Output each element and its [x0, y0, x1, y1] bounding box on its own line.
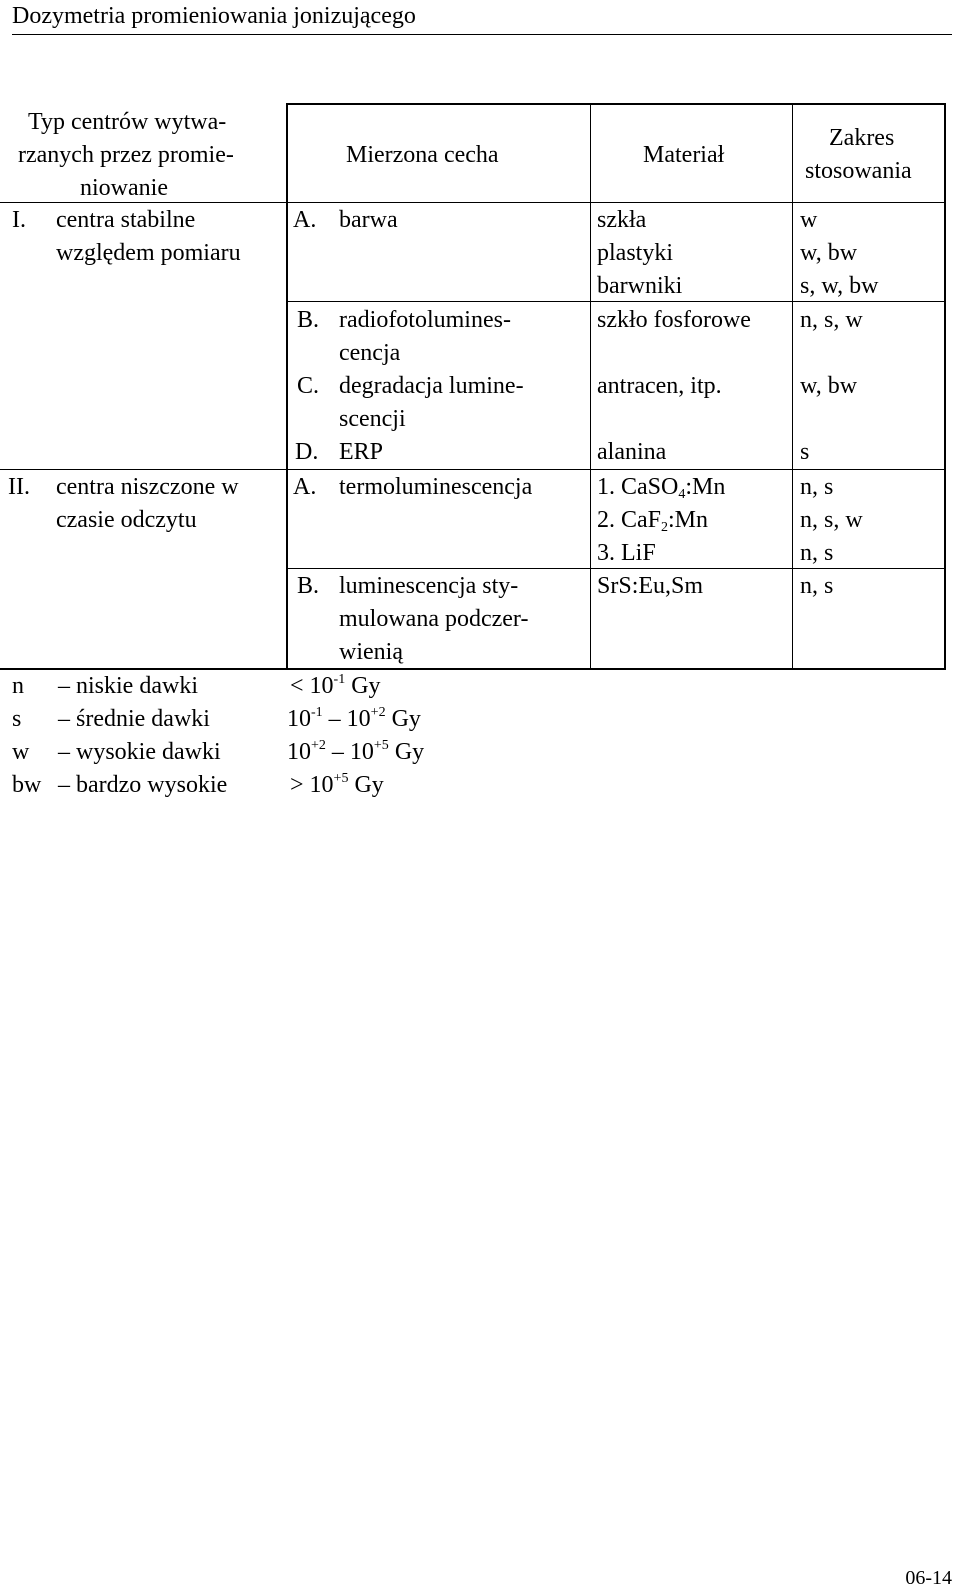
- row-ia-range-1: w: [800, 207, 818, 233]
- legend-desc: wysokie dawki: [76, 739, 221, 765]
- legend-range-mid: – 10: [322, 706, 371, 732]
- legend-range-mid: – 10: [325, 739, 374, 765]
- legend-row-s: [12, 703, 421, 736]
- row-ib-cecha-1: radiofotolumines-: [339, 307, 511, 333]
- col-divider-1: [286, 103, 288, 670]
- legend-abbr: n: [12, 673, 24, 699]
- legend-range-pre: < 10: [290, 673, 334, 699]
- legend-range-exp1: -1: [333, 672, 346, 687]
- row-id-material: alanina: [597, 439, 667, 465]
- caso4-formula: [621, 474, 725, 500]
- legend-range: [287, 703, 421, 736]
- row-ib-material: szkło fosforowe: [597, 307, 751, 333]
- caso4-dopant: :Mn: [685, 474, 726, 500]
- legend-dash: –: [58, 673, 70, 699]
- row-ic-cecha-2: scencji: [339, 406, 406, 432]
- row-ia-range-3: s, w, bw: [800, 273, 879, 299]
- running-header: [12, 0, 952, 35]
- legend-range-unit: Gy: [388, 739, 425, 765]
- page-number: 06-14: [905, 1567, 952, 1589]
- table-top-border: [286, 103, 945, 105]
- row-iia-material-2-num: 2.: [597, 507, 615, 533]
- caf2-subscript: 2: [661, 520, 669, 535]
- caf2-dopant: :Mn: [668, 507, 709, 533]
- row-ic-mark: C.: [297, 373, 320, 399]
- header-zakres-2: stosowania: [805, 158, 912, 184]
- header-zakres-1: Zakres: [829, 125, 895, 151]
- group2-name-1: centra niszczone w: [56, 474, 239, 500]
- row-ib-mark: B.: [297, 307, 320, 333]
- row-iia-material-3: [597, 537, 656, 570]
- row-ia-material-1: szkła: [597, 207, 647, 233]
- row-iib-mark: B.: [297, 573, 320, 599]
- row-ic-range: w, bw: [800, 373, 858, 399]
- lif-formula: LiF: [621, 540, 656, 566]
- row-id-range: s: [800, 439, 810, 465]
- row-iia-range-3: n, s: [800, 540, 834, 566]
- row-ib-cecha-2: cencja: [339, 340, 401, 366]
- legend-abbr: s: [12, 706, 22, 732]
- legend-desc: niskie dawki: [76, 673, 198, 699]
- row-iib-range: n, s: [800, 573, 834, 599]
- legend-range-pre: 10: [287, 739, 311, 765]
- legend-desc: bardzo wysokie: [76, 772, 228, 798]
- row-iib-cecha-3: wienią: [339, 639, 403, 665]
- row-ia-range-2: w, bw: [800, 240, 858, 266]
- row-iia-range-2: n, s, w: [800, 507, 863, 533]
- legend-row-bw: [12, 769, 384, 802]
- legend-abbr: w: [12, 739, 30, 765]
- row-iia-material-1: [597, 471, 725, 504]
- header-typ-2: rzanych przez promie-: [18, 142, 234, 168]
- legend-range: [290, 769, 384, 802]
- header-typ-3: niowanie: [80, 175, 168, 201]
- row-ia-mark: A.: [293, 207, 317, 233]
- legend-range-exp2: +2: [370, 705, 386, 720]
- legend-range: [287, 736, 424, 769]
- row-id-cecha: ERP: [339, 439, 384, 465]
- legend-range-unit: Gy: [345, 673, 381, 699]
- legend-dash: –: [58, 772, 70, 798]
- row-iib-cecha-1: luminescencja sty-: [339, 573, 519, 599]
- row-iia-mark: A.: [293, 474, 317, 500]
- row-iia-range-1: n, s: [800, 474, 834, 500]
- row-iia-material-1-num: 1.: [597, 474, 615, 500]
- row-ia-cecha: barwa: [339, 207, 398, 233]
- legend-abbr: bw: [12, 772, 42, 798]
- group1-name-1: centra stabilne: [56, 207, 196, 233]
- row-iia-material-2: [597, 504, 708, 537]
- row-id-mark: D.: [295, 439, 319, 465]
- legend-dash: –: [58, 739, 70, 765]
- header-cecha: Mierzona cecha: [346, 142, 499, 168]
- legend-desc: średnie dawki: [76, 706, 210, 732]
- legend-dash: –: [58, 706, 70, 732]
- row-iia-material-3-num: 3.: [597, 540, 615, 566]
- group2-number: II.: [8, 474, 30, 500]
- legend-row-n: [12, 670, 381, 703]
- running-title: Dozymetria promieniowania jonizującego: [12, 3, 416, 29]
- right-border: [944, 103, 946, 670]
- legend-range-unit: Gy: [348, 772, 384, 798]
- legend-range-exp2: +5: [373, 738, 389, 753]
- legend-range: [290, 670, 381, 703]
- legend-row-w: [12, 736, 425, 769]
- caso4-subscript: 4: [678, 487, 686, 502]
- header-typ-1: Typ centrów wytwa-: [28, 109, 227, 135]
- row-ia-material-3: barwniki: [597, 273, 683, 299]
- legend-range-exp1: +2: [311, 738, 326, 753]
- col-divider-2: [590, 103, 591, 670]
- row-ib-range: n, s, w: [800, 307, 863, 333]
- caf2-formula: [621, 507, 708, 533]
- header-material: Materiał: [643, 142, 725, 168]
- legend-range-pre: 10: [287, 706, 311, 732]
- caf2-base: CaF: [621, 507, 662, 533]
- group1-number: I.: [12, 207, 26, 233]
- group1-name-2: względem pomiaru: [56, 240, 241, 266]
- legend-range-pre: > 10: [290, 772, 334, 798]
- caso4-base: CaSO: [621, 474, 679, 500]
- row-iib-material: SrS:Eu,Sm: [597, 573, 704, 599]
- row-iia-cecha: termoluminescencja: [339, 474, 533, 500]
- group1-bottom-border: [0, 469, 945, 470]
- row-ia-material-2: plastyki: [597, 240, 673, 266]
- col-divider-3: [792, 103, 793, 670]
- row-ic-material: antracen, itp.: [597, 373, 722, 399]
- legend-range-unit: Gy: [385, 706, 421, 732]
- row-iib-cecha-2: mulowana podczer-: [339, 606, 529, 632]
- row-ic-cecha-1: degradacja lumine-: [339, 373, 524, 399]
- legend-range-exp1: +5: [333, 771, 349, 786]
- legend-range-exp1: -1: [311, 705, 323, 720]
- group2-name-2: czasie odczytu: [56, 507, 197, 533]
